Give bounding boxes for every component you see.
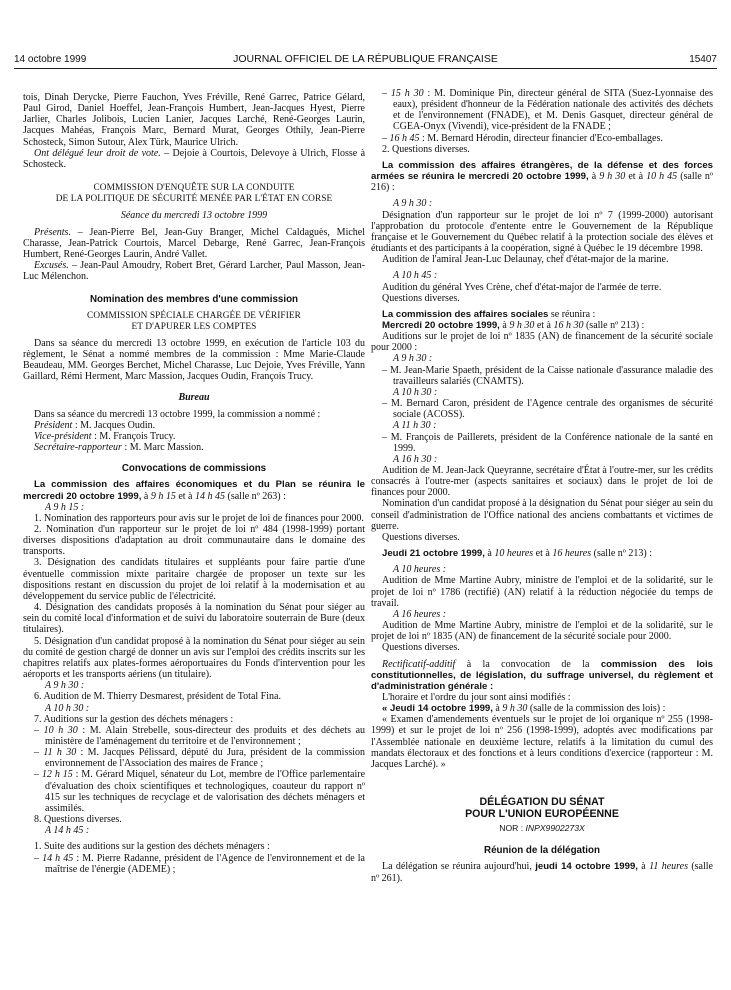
social-date: Mercredi 20 octobre 1999, à 9 h 30 et à 16 h 30 (salle nº 213) : <box>382 319 645 331</box>
inquiry-commission-title-2: DE LA POLITIQUE DE SÉCURITÉ MENÉE PAR L'ÉTAT EN CORSE <box>55 194 333 205</box>
nomination-heading: Nomination des membres d'une commission <box>89 294 299 306</box>
soc-item-1: – M. Jean-Marie Spaeth, président de la Caisse nationale d'assurance maladie des travailleurs salariés (CNAMTS). <box>382 364 713 387</box>
nor-reference: NOR : INPX9902273X <box>499 823 585 834</box>
social-p2: Audition de M. Jean-Jack Queyranne, secrétaire d'État à l'outre-mer, sur les crédits consacrés à l'outre-mer (aspects sanitaires et sociaux) dans le projet de loi de finances pour 2000. <box>371 465 713 499</box>
eco-item-8: 8. Questions diverses. <box>34 814 122 826</box>
eco-time-a: A 9 h 15 : <box>45 501 85 513</box>
etr-p3: Audition du général Yves Crène, chef d'état-major de l'armée de terre. <box>382 281 662 293</box>
eco-item-7: 7. Auditions sur la gestion des déchets ménagers : <box>34 713 234 725</box>
delegation-meeting-text: La délégation se réunira aujourd'hui, jeudi 14 octobre 1999, à 11 heures (salle nº 261). <box>371 861 713 884</box>
header-page-number: 15407 <box>689 54 717 65</box>
soc-time-c: A 11 h 30 : <box>393 420 437 432</box>
bureau-president: Président : M. Jacques Oudin. <box>34 419 156 431</box>
soc-time-d: A 16 h 30 : <box>393 453 438 465</box>
jeudi-time-b: A 16 heures : <box>393 608 447 620</box>
eco-item-7b: – 11 h 30 : M. Jacques Pélissard, député du Jura, président de la commission environnement de l'Association des maires de France ; <box>34 747 366 770</box>
inquiry-commission-title-1: COMMISSION D'ENQUÊTE SUR LA CONDUITE <box>93 183 295 194</box>
present-members: Présents. – Jean-Pierre Bel, Jean-Guy Branger, Michel Caldaguès, Michel Charasse, Jean-Patrick Courtois, Marcel Debarge, René Garrec, Jean-François Humbert, René-Georges Laurin, André Vallet. <box>23 226 365 260</box>
rectificatif-p3: « Examen d'amendements éventuels sur le projet de loi organique nº 255 (1998-1999) et sur le projet de loi nº 256 (1998-1999), adoptés avec modifications par l'Assemblée nationale en deuxième lecture, relatifs à la limitation du cumul des mandats électoraux et des fonctions et à leurs conditions d'exercice (rapporteur : M. Jacques Larché). » <box>371 714 713 770</box>
eco-item-r3: 2. Questions diverses. <box>382 143 470 155</box>
seance-date: Séance du mercredi 13 octobre 1999 <box>120 210 268 222</box>
delegation-heading-2: POUR L'UNION EUROPÉENNE <box>465 808 619 821</box>
eco-time-b: A 9 h 30 : <box>45 680 85 692</box>
thursday-date: Jeudi 21 octobre 1999, à 10 heures et à 16 heures (salle nº 213) : <box>382 548 652 560</box>
etr-time-b: A 10 h 45 : <box>393 270 438 282</box>
excused-members: Excusés. – Jean-Paul Amoudry, Robert Bret, Gérard Larcher, Paul Masson, Jean-Luc Mélenchon. <box>23 260 365 283</box>
bureau-secretary: Secrétaire-rapporteur : M. Marc Massion. <box>34 442 204 454</box>
delegation-heading-1: DÉLÉGATION DU SÉNAT <box>479 796 605 809</box>
eco-item-6: 6. Audition de M. Thierry Desmarest, président de Total Fina. <box>34 691 281 703</box>
etr-p2: Audition de l'amiral Jean-Luc Delaunay, chef d'état-major de la marine. <box>382 254 669 266</box>
left-column <box>23 92 365 875</box>
reunion-heading: Réunion de la délégation <box>484 845 600 857</box>
etr-time-a: A 9 h 30 : <box>393 198 433 210</box>
bureau-vice-president: Vice-président : M. François Trucy. <box>34 430 176 442</box>
rectificatif-p1: L'horaire et l'ordre du jour sont ainsi modifiés : <box>382 691 571 703</box>
soc-time-b: A 10 h 30 : <box>393 386 438 398</box>
eco-item-1b-a: – 14 h 45 : M. Pierre Radanne, président de l'Agence de l'environnement et de la maîtrise de l'énergie (ADEME) ; <box>34 852 365 875</box>
header-date: 14 octobre 1999 <box>14 54 87 65</box>
delegated-votes: Ont délégué leur droit de vote. – Dejoie à Courtois, Delevoye à Ulrich, Flosse à Schosteck. <box>23 147 366 170</box>
nomination-text: Dans sa séance du mercredi 13 octobre 1999, en exécution de l'article 103 du règlement, le Sénat a nommé membres de la commission : Mme Marie-Claude Beaudeau, MM. Georges Berchet, Michel Charasse, Luc Dejoie, Yves Fréville, Yann Gaillard, Rémi Herment, Marc Massion, Jacques Oudin, François Trucy. <box>23 337 365 383</box>
eco-item-r2: – 16 h 45 : M. Bernard Hérodin, directeur financier d'Eco-emballages. <box>382 132 663 144</box>
members-list: tois, Dinah Derycke, Pierre Fauchon, Yves Fréville, René Garrec, Patrice Gélard, Paul Girod, Daniel Hoeffel, Jean-François Humbert, Jean-Jacques Hyest, Pierre Jarlier, Charles Jolibois, Lucien Lanier, Jacques Larché, René-Georges Laurin, Jacques Mahéas, François Marc, Bernard Murat, Georges Othily, Jean-Pierre Schosteck, Simon Sutour, Alex Türk, Maurice Ulrich. <box>23 92 365 148</box>
eco-item-1: 1. Nomination des rapporteurs pour avis sur le projet de loi de finances pour 2000. <box>34 512 364 524</box>
social-affairs-intro: La commission des affaires sociales se réunira : <box>382 308 596 320</box>
social-p1: Auditions sur le projet de loi nº 1835 (AN) de financement de la sécurité sociale pour 2000 : <box>371 331 713 354</box>
special-commission-title-1: COMMISSION SPÉCIALE CHARGÉE DE VÉRIFIER <box>87 310 301 321</box>
right-column <box>371 88 713 884</box>
bureau-text: Dans sa séance du mercredi 13 octobre 1999, la commission a nommé : <box>34 408 321 420</box>
jeudi-p2: Audition de Mme Martine Aubry, ministre de l'emploi et de la solidarité, sur le projet de loi nº 1835 (AN) de financement de la sécurité sociale pour 2000. <box>371 620 713 643</box>
rectificatif-p2: « Jeudi 14 octobre 1999, à 9 h 30 (salle de la commission des lois) : <box>382 703 666 715</box>
page-header <box>14 52 717 69</box>
eco-item-3: 3. Désignation des candidats titulaires et suppléants pour faire partie d'une éventuelle commission mixte paritaire chargée de proposer un texte sur les dispositions restant en discussion du projet de loi relatif à la modernisation et au développement du service public de l'électricité. <box>23 557 365 602</box>
eco-item-7c: – 12 h 15 : M. Gérard Miquel, sénateur du Lot, membre de l'Office parlementaire d'évaluation des choix scientifiques et technologiques, coauteur du rapport nº 415 sur les techniques de recyclage et de valorisation des déchets ménagers et assimilés. <box>34 769 366 814</box>
eco-item-7a: – 10 h 30 : M. Alain Strebelle, sous-directeur des produits et des déchets au ministère de l'aménagement du territoire et de l'environnement ; <box>34 724 366 747</box>
eco-item-5: 5. Désignation d'un candidat proposé à la nomination du Sénat pour siéger au sein du comité de gestion chargé de donner un avis sur l'emploi des crédits inscrits sur les chapitres relatifs aux plates-formes aéroportuaires du Fonds d'intervention pour les aéroports et les transports aériens (un titulaire). <box>23 635 365 681</box>
eco-item-r1: – 15 h 30 : M. Dominique Pin, directeur général de SITA (Suez-Lyonnaise des eaux), président d'honneur de la Fédération nationale des activités des déchets et de l'environnement (FNADE), et M. Denis Gasquet, directeur général de CGEA-Onyx (Vivendi), vice-président de la FNADE ; <box>382 88 714 133</box>
soc-item-3: – M. François de Paillerets, président de la Conférence nationale de la santé en 1999. <box>382 431 713 454</box>
eco-item-1b: 1. Suite des auditions sur la gestion des déchets ménagers : <box>34 841 270 853</box>
etr-p1: Désignation d'un rapporteur sur le projet de loi nº 7 (1999-2000) autorisant l'approbation du protocole d'entente entre le Gouvernement de la République française et le Gouvernement du Québec relatif à la protection sociale des élèves et étudiants et des participants à la coopération, signé à Québec le 19 décembre 1998. <box>371 209 713 255</box>
economic-commission-intro: La commission des affaires économiques et du Plan se réunira le mercredi 20 octobre 1999, à 9 h 15 et à 14 h 45 (salle nº 263) : <box>23 479 365 502</box>
soc-item-2: – M. Bernard Caron, président de l'Agence centrale des organismes de sécurité sociale (ACOSS). <box>382 398 713 421</box>
social-p3: Nomination d'un candidat proposé à la désignation du Sénat pour siéger au sein du conseil d'administration de l'Office national des anciens combattants et victimes de guerre. <box>371 498 713 532</box>
header-journal-title: JOURNAL OFFICIEL DE LA RÉPUBLIQUE FRANÇAISE <box>233 53 498 65</box>
soc-time-a: A 9 h 30 : <box>393 353 433 365</box>
eco-time-d: A 14 h 45 : <box>45 825 90 837</box>
jeudi-time-a: A 10 heures : <box>393 564 447 576</box>
jeudi-p1: Audition de Mme Martine Aubry, ministre de l'emploi et de la solidarité, sur le projet de loi nº 1786 (rectifié) (AN) relatif à la réduction négociée du temps de travail. <box>371 575 713 609</box>
jeudi-p3: Questions diverses. <box>382 642 460 654</box>
etr-p4: Questions diverses. <box>382 292 460 304</box>
convocations-heading: Convocations de commissions <box>121 463 267 475</box>
eco-item-2: 2. Nomination d'un rapporteur sur le projet de loi nº 484 (1998-1999) portant diverses dispositions d'adaptation au droit communautaire dans le domaine des transports. <box>23 524 365 558</box>
foreign-affairs-intro: La commission des affaires étrangères, de la défense et des forces armées se réunira le mercredi 20 octobre 1999, à 9 h 30 et à 10 h 45 (salle nº 216) : <box>371 159 714 194</box>
eco-time-c: A 10 h 30 : <box>45 702 90 714</box>
special-commission-title-2: ET D'APURER LES COMPTES <box>131 321 257 332</box>
eco-item-4: 4. Désignation des candidats proposés à la nomination du Sénat pour siéger au sein du comité local d'information et de suivi du laboratoire souterrain de Bure (deux titulaires). <box>23 602 365 636</box>
social-p4: Questions diverses. <box>382 531 460 543</box>
bureau-heading: Bureau <box>178 392 210 404</box>
rectificatif-intro: Rectificatif-additif à la convocation de la commission des lois constitutionnelles, de législation, du suffrage universel, du règlement et d'administration générale : <box>371 658 713 692</box>
